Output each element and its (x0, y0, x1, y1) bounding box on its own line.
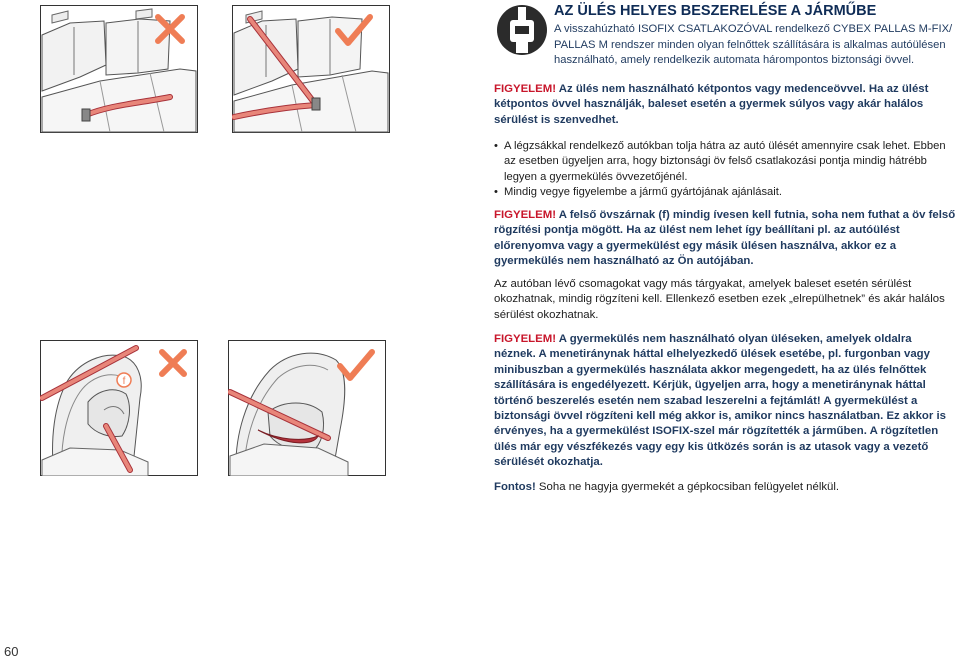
warning-seat-orientation: FIGYELEM! A gyermekülés nem használható olyan üléseken, amelyek oldalra néznek. A menetiránynak háttal elhelyezkedő ülések esetébe, pl. furgonban vagy minibuszban a gyermekülés használata akkor megengedett, ha az ülés felnőttek szállítására is engedélyezett. Kérjük, ügyeljen arra, hogy a menetiránynak háttal történő beszerelés esetén nem szabad leszerelni a fejtámlát! A gyermekülést a biztonsági övvel rögzíteni kell még akkor is, amikor nincs használatban. Ez akkor is érvényes, ha a gyermekülést ISOFIX-szel már rögzítették a járműben. A rögzítetlen ülés már egy vészfékezés vagy egy kis ütközés során is az utasok vagy a vezető sérülését okozhatja. (494, 333, 946, 469)
section-title: AZ ÜLÉS HELYES BESZERELÉSE A JÁRMŰBE (554, 3, 877, 19)
warning-upper-belt: FIGYELEM! A felső övszárnak (f) mindig ívesen kell futnia, soha nem futhat a öv felső rögzítési pontja mögött. Ha az ülést nem lehet így beállítani pl. az autóülést előrenyomva vagy a gyermekülést egy másik ülésen használva, akkor ez a gyermekülés nem használható az Ön autójában. (494, 209, 956, 268)
warning-label: FIGYELEM! (494, 333, 557, 345)
warning-label: FIGYELEM! (494, 83, 557, 95)
luggage-note: Az autóban lévő csomagokat vagy más tárgyakat, amelyek baleset esetén sérülést okozhatnak, mindig rögzíteni kell. Ellenkező esetben ezek „elrepülhetnek” és akár halálos sérülést okozhatnak. (494, 278, 945, 321)
illustration-upper-belt-correct (228, 340, 386, 476)
illustration-three-point-belt-correct (232, 5, 390, 133)
important-label: Fontos! (494, 481, 536, 493)
seatbelt-buckle-icon (496, 4, 548, 56)
illustration-upper-belt-wrong (40, 340, 198, 476)
intro-text: A visszahúzható ISOFIX CSATLAKOZÓVAL rendelkező CYBEX PALLAS M-FIX/ PALLAS M rendszer minden olyan felnőttek szállítására is alkalmas autóülésen használható, amely rendelkezik automata hárompontos biztonsági övvel. (554, 23, 953, 67)
illustration-lap-belt-wrong (40, 5, 198, 133)
bullet-list (494, 139, 956, 201)
bullet-item: • Mindig vegye figyelembe a jármű gyártójának ajánlásait. (494, 185, 956, 200)
f-marker-label: f (122, 376, 126, 387)
important-note: Fontos! Soha ne hagyja gyermekét a gépkocsiban felügyelet nélkül. (494, 481, 840, 493)
warning-two-point-belt: FIGYELEM! Az ülés nem használható kétpontos vagy medenceövvel. Ha az ülést kétpontos övvel használják, baleset esetén a gyermek súlyos vagy akár halálos sérülést is szenvedhet. (494, 83, 929, 126)
warning-label: FIGYELEM! (494, 209, 557, 221)
page-number: 60 (4, 644, 19, 659)
bullet-item: • A légzsákkal rendelkező autókban tolja hátra az autó ülését amennyire csak lehet. Ebben az esetben ügyeljen arra, hogy biztonsági öv felső csatlakozási pontja mindig hátrébb legyen a gyermekülés övvezetőjénél. (494, 139, 956, 185)
